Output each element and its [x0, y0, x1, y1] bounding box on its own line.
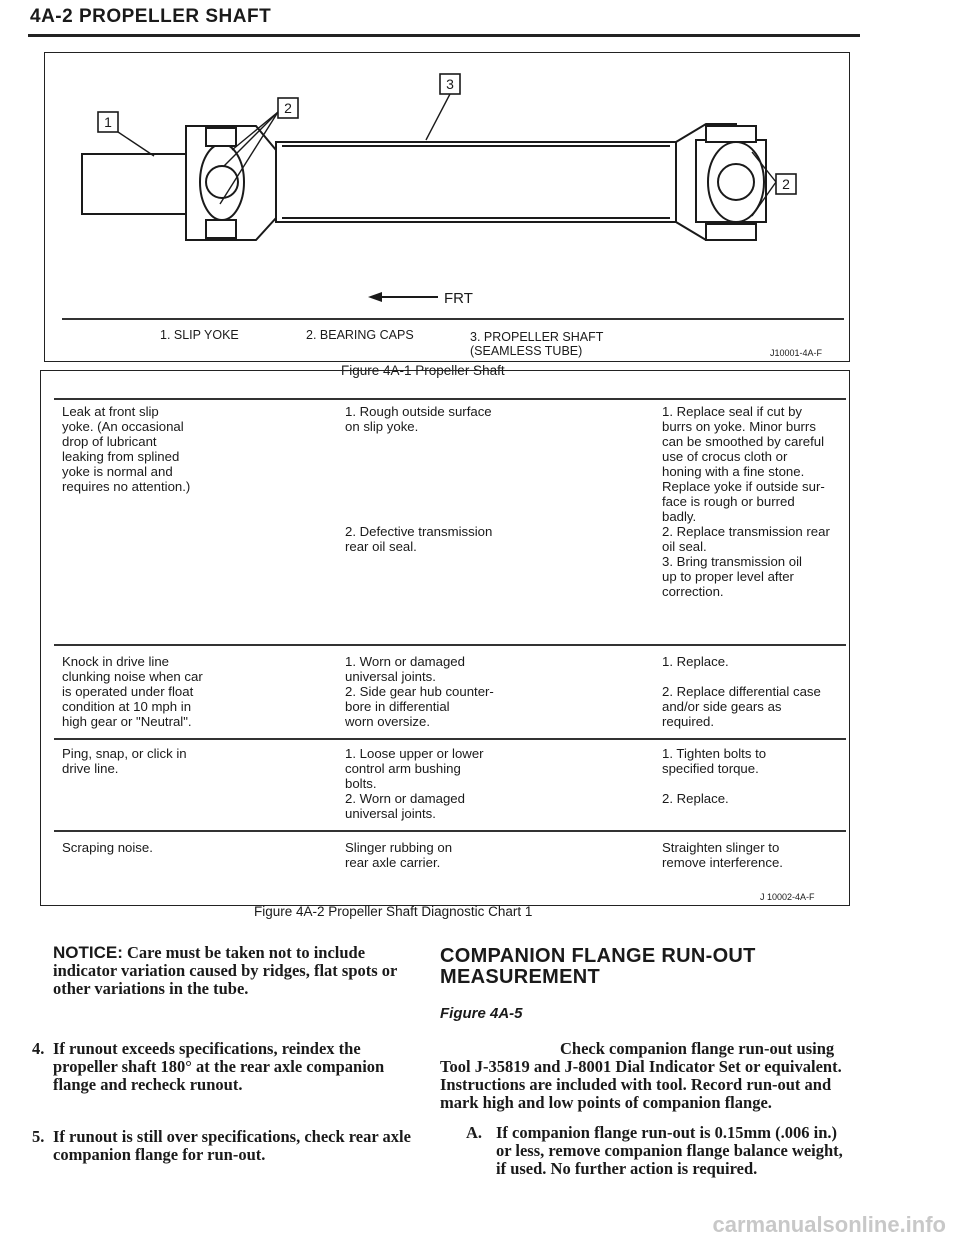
notice-text: Care must be taken not to include indicator variation caused by ridges, flat spots or other variations in the tube.	[53, 943, 398, 998]
step-4-text: If runout exceeds specifications, reindex the propeller shaft 180° at the rear axle companion flange and recheck runout.	[53, 1039, 385, 1094]
chart-row-3-correction: 1. Tighten bolts to specified torque. 2. Replace.	[662, 746, 767, 806]
figure-1-code: J10001-4A-F	[770, 348, 823, 358]
chart-top-rule	[54, 398, 846, 400]
section-heading: COMPANION FLANGE RUN-OUT MEASUREMENT	[440, 945, 756, 988]
chart-row-divider	[54, 738, 846, 740]
chart-row-1-cause: 1. Rough outside surface on slip yoke. 2. Defective transmission rear oil seal.	[345, 404, 493, 554]
figure-1-legend-rule	[62, 318, 844, 320]
chart-row-divider	[54, 644, 846, 646]
step-5-number: 5.	[32, 1127, 45, 1146]
chart-row-2-condition: Knock in drive line clunking noise when car is operated under float condition at 10 mph in high gear or "Neutral".	[62, 654, 203, 729]
chart-row-2-cause: 1. Worn or damaged universal joints. 2. Side gear hub counter- bore in differential worn oversize.	[345, 654, 494, 729]
callout-label-2-front: 2	[284, 100, 292, 116]
chart-row-2-correction: 1. Replace. 2. Replace differential case and/or side gears as required.	[662, 654, 821, 729]
companion-flange-paragraph: Check companion flange run-out using Tool J-35819 and J-8001 Dial Indicator Set or equivalent. Instructions are included with tool. Record run-out and mark high and low points of companion flange.	[440, 1039, 842, 1112]
notice-paragraph	[53, 944, 423, 998]
figure-reference: Figure 4A-5	[440, 1005, 523, 1022]
figure-2-code: J 10002-4A-F	[760, 892, 815, 902]
figure-2-caption: Figure 4A-2 Propeller Shaft Diagnostic Chart 1	[254, 904, 533, 919]
chart-row-4-condition: Scraping noise.	[62, 840, 153, 855]
page-header-title: 4A-2 PROPELLER SHAFT	[30, 6, 272, 27]
front-direction-label: FRT	[444, 290, 473, 307]
chart-row-3-condition: Ping, snap, or click in drive line.	[62, 746, 187, 776]
notice-label: NOTICE:	[53, 943, 123, 962]
chart-row-1-condition: Leak at front slip yoke. (An occasional drop of lubricant leaking from splined yoke is normal and requires no attention.)	[62, 404, 191, 494]
chart-row-1-correction: 1. Replace seal if cut by burrs on yoke. Minor burrs can be smoothed by careful use of crocus cloth or honing with a fine stone. Replace yoke if outside sur- face is rough or burred badly. 2. Replace transmission rear oil seal. 3. Bring transmission oil up to proper level after correction.	[662, 404, 830, 599]
legend-item-bearing-caps: 2. BEARING CAPS	[306, 328, 414, 342]
chart-row-4-correction: Straighten slinger to remove interference.	[662, 840, 783, 870]
callout-label-2-rear: 2	[782, 176, 790, 192]
legend-item-propeller-shaft: 3. PROPELLER SHAFT (SEAMLESS TUBE)	[470, 330, 604, 358]
chart-row-4-cause: Slinger rubbing on rear axle carrier.	[345, 840, 453, 870]
front-direction-arrow	[368, 292, 438, 302]
step-4-number: 4.	[32, 1039, 45, 1058]
legend-item-slip-yoke: 1. SLIP YOKE	[160, 328, 239, 342]
callout-label-3: 3	[446, 76, 454, 92]
callout-label-1: 1	[104, 114, 112, 130]
step-a-text: If companion flange run-out is 0.15mm (.006 in.) or less, remove companion flange balance weight, if used. No further action is required.	[496, 1123, 843, 1178]
watermark: carmanualsonline.info	[712, 1212, 946, 1237]
header-rule	[28, 34, 860, 37]
propeller-shaft-illustration	[46, 54, 846, 314]
chart-row-divider	[54, 830, 846, 832]
step-5-text: If runout is still over specifications, check rear axle companion flange for run-out.	[53, 1127, 411, 1164]
chart-row-3-cause: 1. Loose upper or lower control arm bushing bolts. 2. Worn or damaged universal joints.	[345, 746, 484, 821]
step-a-label: A.	[466, 1123, 483, 1142]
figure-1-caption: Figure 4A-1 Propeller Shaft	[341, 363, 505, 378]
